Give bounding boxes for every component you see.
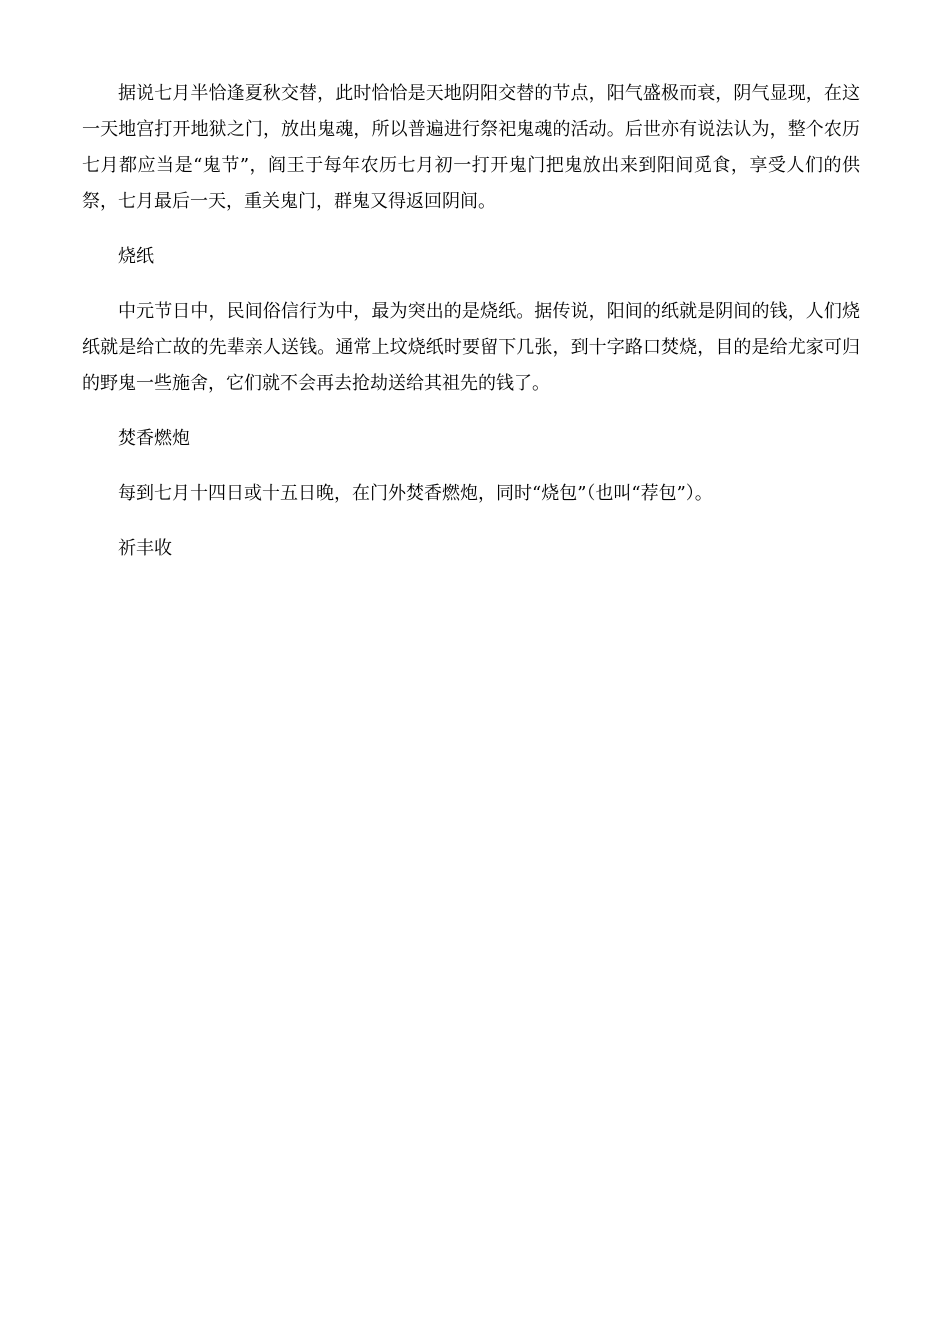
paragraph-ghost-festival-origin: 据说七月半恰逢夏秋交替，此时恰恰是天地阴阳交替的节点，阳气盛极而衰，阴气显现，在这一天地宫打开地狱之门，放出鬼魂，所以普遍进行祭祀鬼魂的活动。后世亦有说法认为，整个农历七月都应当是“鬼节”，阎王于每年农历七月初一打开鬼门把鬼放出来到阳间觅食，享受人们的供祭，七月最后一天，重关鬼门，群鬼又得返回阴间。 xyxy=(82,83,860,212)
paragraph-incense-firecrackers: 每到七月十四日或十五日晚，在门外焚香燃炮，同时“烧包”（也叫“荐包”）。 xyxy=(118,483,713,504)
section-heading-burning-paper: 烧纸 xyxy=(118,246,154,267)
paragraph-burning-paper: 中元节日中，民间俗信行为中，最为突出的是烧纸。据传说，阳间的纸就是阴间的钱，人们烧纸就是给亡故的先辈亲人送钱。通常上坟烧纸时要留下几张，到十字路口焚烧，目的是给尤家可归的野鬼一些施舍，它们就不会再去抢劫送给其祖先的钱了。 xyxy=(82,301,860,394)
section-heading-pray-harvest: 祈丰收 xyxy=(118,538,172,559)
document-body xyxy=(82,76,860,567)
section-heading-incense-firecrackers: 焚香燃炮 xyxy=(118,428,190,449)
